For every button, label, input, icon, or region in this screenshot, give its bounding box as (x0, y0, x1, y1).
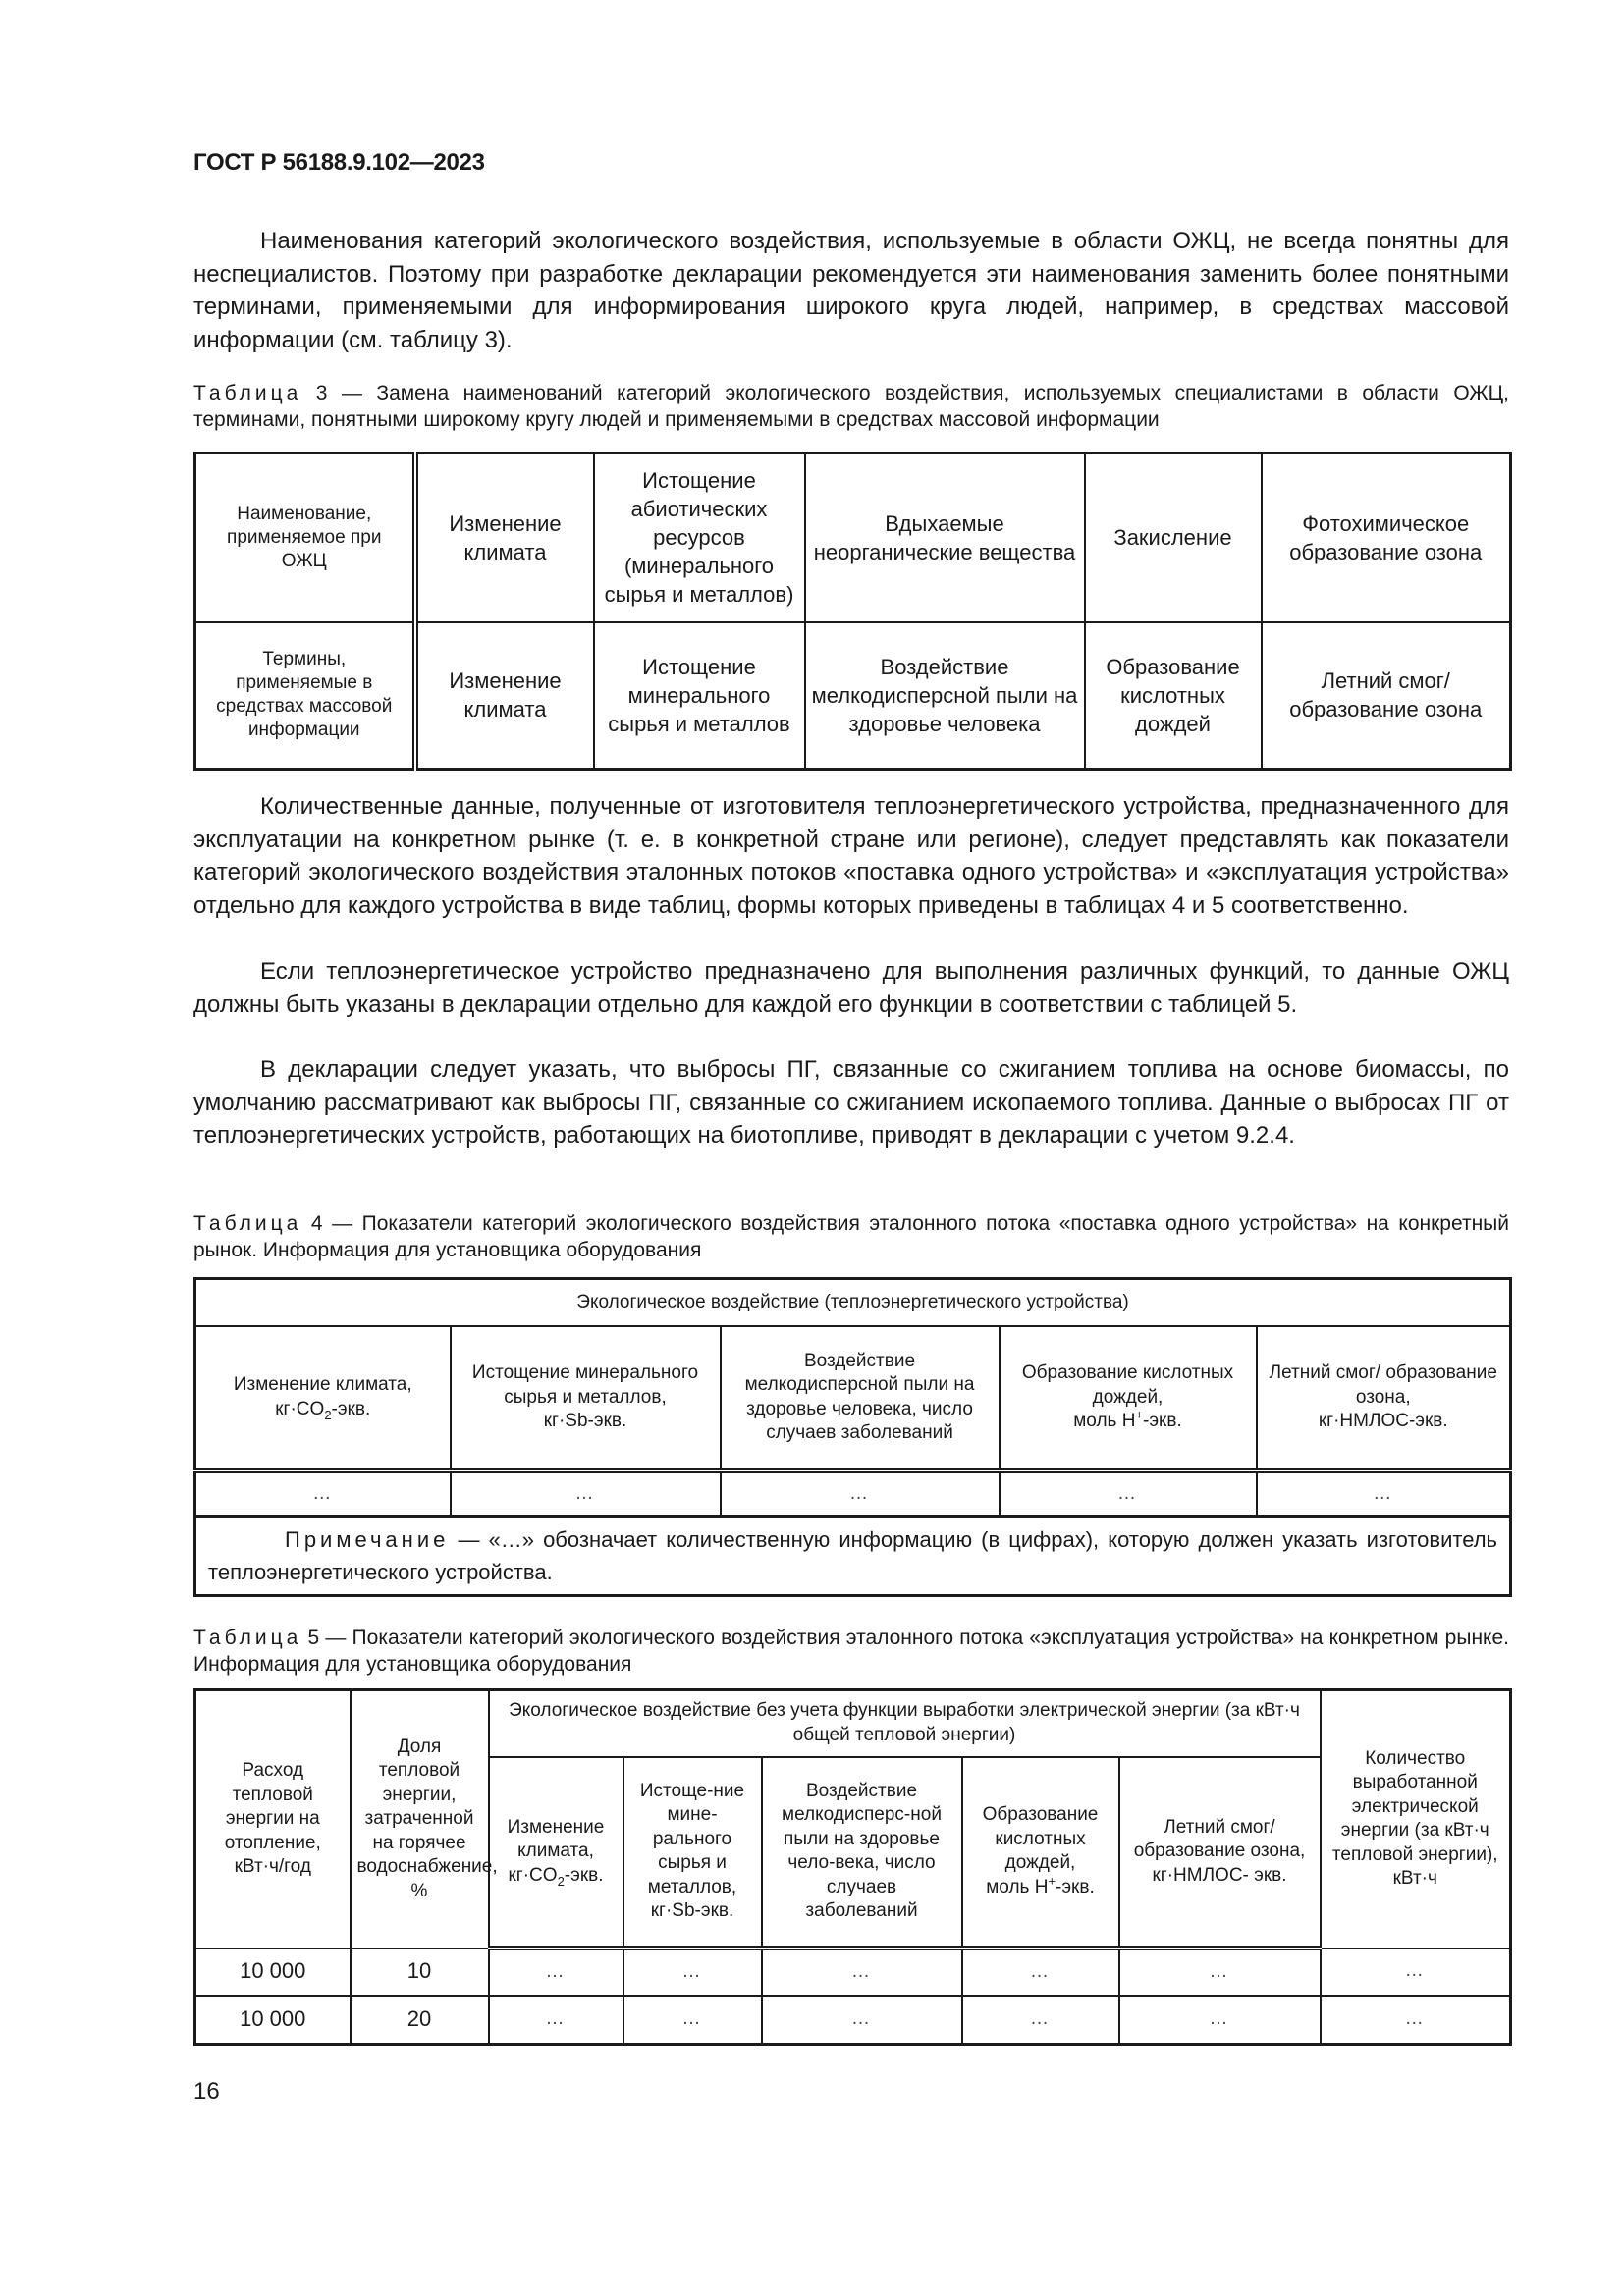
table-note (195, 1517, 1511, 1596)
table3-label: Таблица (193, 382, 302, 404)
table5-caption (193, 1625, 1509, 1678)
table-header-row (195, 1279, 1511, 1326)
table-row (195, 1949, 1511, 1996)
table-cell: 10 000 (195, 1949, 351, 1996)
table4-number: 4 (310, 1212, 323, 1235)
table-cell: … (962, 1949, 1119, 1996)
table-cell: 10 000 (195, 1996, 351, 2045)
table-cell: Термины, применяемые в средствах массовой информации (195, 622, 415, 770)
table-cell: 20 (351, 1996, 489, 2045)
table-cell: … (1321, 1949, 1511, 1996)
table-row (195, 1471, 1511, 1517)
column-header: Истоще-ние мине-рального сырья и металлов, кг·Sb-экв. (623, 1757, 762, 1949)
table-group-header: Экологическое воздействие без учета функции выработки электрической энергии (за кВт·ч общей тепловой энергии) (489, 1690, 1321, 1757)
table-cell: … (623, 1949, 762, 1996)
table-cell: … (762, 1949, 962, 1996)
table-cell: Изменение климата (415, 622, 594, 770)
table-cell: … (1119, 1996, 1321, 2045)
column-header: Изменение климата, $кг\cdot CO_2$-экв. (489, 1757, 623, 1949)
table4-caption (193, 1210, 1509, 1263)
table-cell: Воздействие мелкодисперсной пыли на здоровье человека (805, 622, 1085, 770)
table5-label: Таблица (193, 1627, 302, 1649)
table-cell: … (721, 1471, 1000, 1517)
column-header: Летний смог/ образование озона, кг·НМЛОС- экв. (1119, 1757, 1321, 1949)
table-cell: … (1321, 1996, 1511, 2045)
table-cell: Летний смог/образование озона (1262, 622, 1511, 770)
table-row (195, 1996, 1511, 2045)
table-cell: Закисление (1085, 454, 1262, 622)
table5-number: 5 (307, 1627, 320, 1649)
column-header: Летний смог/ образование озона, кг·НМЛОС-экв. (1257, 1326, 1511, 1471)
paragraph-multiple-functions: Если теплоэнергетическое устройство предназначено для выполнения различных функций, то данные ОЖЦ должны быть указаны в декларации отдельно для каждой его функции в соответствии с таблицей 5. (193, 958, 1509, 1018)
table-cell: … (1000, 1471, 1257, 1517)
table4-label: Таблица (193, 1212, 302, 1235)
table3-number: 3 (315, 382, 328, 404)
table-cell: … (1119, 1949, 1321, 1996)
table-cell: … (451, 1471, 721, 1517)
table-header-row (195, 1690, 1511, 1757)
table-cell: Наименование, применяемое при ОЖЦ (195, 454, 415, 622)
table4 (193, 1277, 1512, 1597)
table-cell: Образование кислотных дождей (1085, 622, 1262, 770)
column-header-heat-consumption: Расход тепловой энергии на отопление, кВт·ч/год (195, 1690, 351, 1949)
table-cell: … (489, 1949, 623, 1996)
table-cell: … (623, 1996, 762, 2045)
table-cell: Изменение климата (415, 454, 594, 622)
table-cell: … (195, 1471, 451, 1517)
table-row (195, 622, 1511, 770)
paragraph-quantitative-data: Количественные данные, полученные от изготовителя теплоэнергетического устройства, предназначенного для эксплуатации на конкретном рынке (т. е. в конкретной стране или регионе), следует представлять как показатели категорий экологического воздействия эталонных потоков «поставка одного устройства» и «эксплуатация устройства» отдельно для каждого устройства в виде таблиц, формы которых приведены в таблицах 4 и 5 соответственно. (193, 793, 1509, 919)
table-cell: … (489, 1996, 623, 2045)
table-cell: … (1257, 1471, 1511, 1517)
column-header: Истощение минерального сырья и металлов, кг·Sb-экв. (451, 1326, 721, 1471)
document-code: ГОСТ Р 56188.9.102—2023 (193, 149, 485, 176)
table-cell: … (762, 1996, 962, 2045)
table-cell: … (962, 1996, 1119, 2045)
column-header-electricity: Количество выработанной электрической энергии (за кВт·ч тепловой энергии), кВт·ч (1321, 1690, 1511, 1949)
table-note-row (195, 1517, 1511, 1596)
table-cell: Фотохимическое образование озона (1262, 454, 1511, 622)
column-header: Изменение климата, $кг\cdot CO_2$-экв. (195, 1326, 451, 1471)
note-text: — «…» обозначает количественную информацию (в цифрах), которую должен указать изготовитель теплоэнергетического устройства. (208, 1527, 1498, 1584)
table-header-row (195, 1326, 1511, 1471)
paragraph-biomass: В декларации следует указать, что выбросы ПГ, связанные со сжиганием топлива на основе биомассы, по умолчанию рассматривают как выбросы ПГ, связанные со сжиганием ископаемого топлива. Данные о выбросах ПГ от теплоэнергетических устройств, работающих на биотопливе, приводят в декларации с учетом 9.2.4. (193, 1056, 1509, 1148)
column-header-hot-water-share: Доля тепловой энергии, затраченной на горячее водоснабжение, % (351, 1690, 489, 1949)
table-cell: Вдыхаемые неорганические вещества (805, 454, 1085, 622)
table-cell: Истощение минерального сырья и металлов (594, 622, 805, 770)
table-row (195, 454, 1511, 622)
note-label: Примечание (285, 1527, 450, 1552)
table3-caption (193, 380, 1509, 433)
page-number: 16 (193, 2078, 220, 2105)
column-header: Образование кислотных дождей, моль H+-экв. (1000, 1326, 1257, 1471)
column-header: Воздействие мелкодисперс-ной пыли на здоровье чело-века, число случаев заболеваний (762, 1757, 962, 1949)
table-cell: Истощение абиотических ресурсов (минерального сырья и металлов) (594, 454, 805, 622)
column-header: Образование кислотных дождей, моль H+-экв. (962, 1757, 1119, 1949)
table5-caption-text: — Показатели категорий экологического воздействия эталонного потока «эксплуатация устройства» на конкретном рынке. Информация для установщика оборудования (193, 1627, 1509, 1676)
table4-caption-text: — Показатели категорий экологического воздействия эталонного потока «поставка одного устройства» на конкретный рынок. Информация для установщика оборудования (193, 1212, 1509, 1261)
column-header: Воздействие мелкодисперсной пыли на здоровье человека, число случаев заболеваний (721, 1326, 1000, 1471)
table3-caption-text: — Замена наименований категорий экологического воздействия, используемых специалистами в области ОЖЦ, терминами, понятными широкому кругу людей и применяемыми в средствах массовой информации (193, 382, 1509, 431)
table-cell: 10 (351, 1949, 489, 1996)
table-group-header: Экологическое воздействие (теплоэнергетического устройства) (195, 1279, 1511, 1326)
paragraph-intro: Наименования категорий экологического воздействия, используемые в области ОЖЦ, не всегда понятны для неспециалистов. Поэтому при разработке декларации рекомендуется эти наименования заменить более понятными терминами, применяемыми для информирования широкого круга людей, например, в средствах массовой информации (см. таблицу 3). (193, 228, 1509, 353)
table5 (193, 1688, 1512, 2046)
table3 (193, 452, 1512, 771)
